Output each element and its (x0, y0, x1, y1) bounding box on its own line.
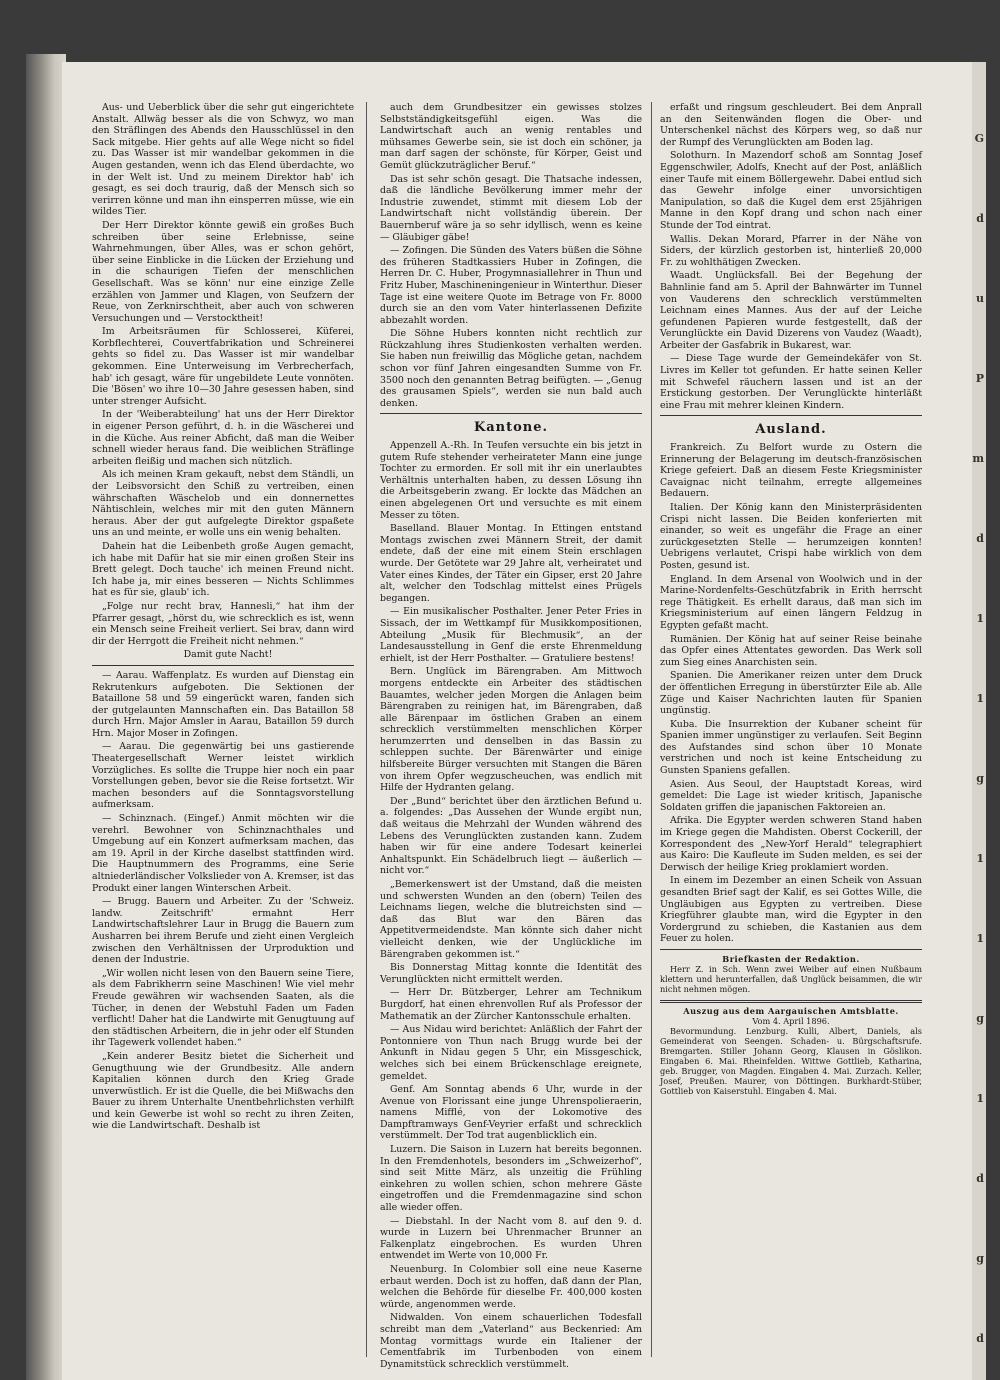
edge-letter: 1 (976, 692, 984, 705)
adjacent-page-edge (972, 62, 986, 1380)
divider (92, 665, 354, 666)
edge-letter: 1 (976, 1092, 984, 1105)
paragraph: Als ich meinen Kram gekauft, nebst dem Ständli, un der Leibsvorsicht den Schiß zu vertreiben, einen währschaften Wäschelob und ein donnernettes Nähtischlein, welches mir mit den guten Männern heraus. Aber der gut aufgelegte Direktor gspaßete uns an und meinte, er wolle uns ein wenig behalten. (92, 469, 354, 539)
column-rule (651, 102, 652, 1357)
paragraph: erfaßt und ringsum geschleudert. Bei dem Anprall an den Seitenwänden flogen die Ober- und Unterschenkel nächst des Körpers weg, so daß nur der Rumpf des Verunglückten am Boden lag. (660, 102, 922, 148)
news-item: — Brugg. Bauern und Arbeiter. Zu der 'Schweiz. landw. Zeitschrift' ermahnt Herr Landwirtschaftslehrer Laur in Brugg die Bauern zum Ausharren bei ihrem Berufe und zieht einen Vergleich zwischen den Verhältnissen der Urproduktion und denen der Industrie. (92, 896, 354, 966)
news-item: Wallis. Dekan Morard, Pfarrer in der Nähe von Siders, der kürzlich gestorben ist, hinterließ 20,000 Fr. zu wohlthätigen Zwecken. (660, 233, 922, 268)
paragraph: Dahein hat die Leibenbeth große Augen gemacht, ich habe mit Dafür hat sie mir einen großen Steir ins Brett gelegt. Doch tauche' ich meinen Freund nicht. Ich habe ja, mir eines besseren — Nichts Schlimmes hat es für sie, glaub' ich. (92, 540, 354, 599)
news-item: Italien. Der König kann den Ministerpräsidenten Crispi nicht lassen. Die Beiden konferierten mit einander, so weit es ungefähr die Frage an einer zurückgesetzten Stelle — herumzeigen konnten! Uebrigens verlautet, Crispi habe wirklich von dem Posten, gesund ist. (660, 502, 922, 571)
news-item: Solothurn. In Mazendorf schoß am Sonntag Josef Eggenschwiler, Adolfs, Knecht auf der Post, anläßlich einer Taufe mit einem Böllergewehr. Dabei entlud sich das Gewehr infolge einer unvorsichtigen Manipulation, so daß die Kugel dem erst 25jährigen Manne in den Kopf drang und schon nach einer Stunde der Tod eintrat. (660, 150, 922, 231)
news-item: „Bemerkenswert ist der Umstand, daß die meisten und schwersten Wunden an den (obern) Teilen des Leichnams liegen, welche die blutreichsten sind — daß das Blut war den Bären das Appetitvermeidendste. Man könnte sich daher nicht vielleicht denken, wie der Unglückliche im Bärengraben gekommen ist.“ (380, 879, 642, 960)
news-item: Neuenburg. In Colombier soll eine neue Kaserne erbaut werden. Doch ist zu hoffen, daß dann der Plan, welchen die Behörde für dieselbe Fr. 400,000 kosten würde, angenommen werde. (380, 1264, 642, 1310)
amtsblatt-date: Vom 4. April 1896. (752, 1015, 830, 1026)
news-item: Asien. Aus Seoul, der Hauptstadt Koreas, wird gemeldet: Die Lage ist wieder kritisch, Japanische Soldaten griffen die japanischen Faktoreien an. (660, 778, 922, 813)
news-item: „Kein anderer Besitz bietet die Sicherheit und Genugthuung wie der Grundbesitz. Alle andern Kapitalien können durch den Krieg Grade unverwüstlich. Er ist die Quelle, die bei Mißwachs den Bauer zu ihrem Unterhalte Unentbehrlichsten verhilft und kein Gewerbe ist wohl so recht zu ihren Zeiten, wie die Landwirtschaft. Deshalb ist (92, 1050, 354, 1132)
briefkasten-title: Briefkasten der Redaktion. (722, 953, 860, 964)
edge-letter: G (974, 132, 984, 145)
edge-letter: d (976, 1332, 984, 1345)
edge-letter: g (976, 772, 984, 785)
news-item: In einem im Dezember an einen Scheik von Assuan gesandten Brief sagt der Kalif, es sei Gottes Wille, die Ungläubigen aus Egypten zu vertreiben. Diese Kriegführer glaubte man, wird die Egypter in den Vordergrund zu schieben, die Kastanien aus dem Feuer zu holen. (660, 875, 922, 945)
edge-letter: u (976, 292, 984, 305)
paragraph: Das ist sehr schön gesagt. Die Thatsache indessen, daß die ländliche Bevölkerung immer mehr der Industrie zuwendet, stimmt mit diesem Lob der Landwirtschaft nicht vollständig überein. Der Bauernberuf wäre ja so sehr idyllisch, wenn es keine — Gläubiger gäbe! (380, 173, 642, 243)
news-item: Spanien. Die Amerikaner reizen unter dem Druck der öffentlichen Erregung in überstürzter Eile ab. Alle Züge und Kaiser Nachrichten lauten für Spanien ungünstig. (660, 670, 922, 717)
news-item: — Ein musikalischer Posthalter. Jener Peter Fries in Sissach, der im Wettkampf für Musikkompositionen, Abteilung „Musik für Blechmusik“, an der Landesausstellung in Genf die erste Ehrenmeldung erhielt, ist der Herr Posthalter. — Gratuliere bestens! (380, 606, 642, 664)
news-item: „Wir wollen nicht lesen von den Bauern seine Tiere, als dem Fabrikherrn seine Maschinen! Wie viel mehr Freude gewähren wir wachsenden Saaten, als die Tücher, in denen der Webstuhl Faden um Faden verflicht! Daher hat die Landwirte mit Genugtuung auf den städtischen Arbeitern, die in jehr oder elf Stunden ihr Tagewerk vollendet haben.“ (92, 967, 354, 1049)
double-rule (660, 1000, 922, 1003)
news-item: — Aus Nidau wird berichtet: Anläßlich der Fahrt der Pontonniere von Thun nach Brugg wurde bei der Ankunft in Nidau gegen 5 Uhr, ein Missgeschick, welches sich bei einem Brückenschlage ereignete, gemeldet. (380, 1024, 642, 1082)
news-item: — Aarau. Die gegenwärtig bei uns gastierende Theatergesellschaft Werner leistet wirklich Vorzügliches. Es sollte die Truppe hier noch ein paar Vorstellungen geben, bevor sie die Reise fortsetzt. Wir machen besonders auf die Sonntagsvorstellung aufmerksam. (92, 741, 354, 811)
edge-letter: g (976, 1252, 984, 1265)
news-item: Frankreich. Zu Belfort wurde zu Ostern die Erinnerung der Belagerung im deutsch-französischen Kriege gefeiert. Daß an diesem Feste Kriegsminister Cavaignac nicht teilnahm, erregte allgemeines Bedauern. (660, 442, 922, 500)
paragraph: Aus- und Ueberblick über die sehr gut eingerichtete Anstalt. Allwäg besser als die von Schwyz, wo man den Sträflingen des Abends den Hausschlüssel in den Sack mitgebe. Hier gehts auf alle Wege nicht so fidel zu. Das Wasser ist mir wandelbar gekommen in die Augen gestanden, wenn ich das Elend überdachte, wo in der Welt ist. Und zu meinem Direktor hab' ich gesagt, es sei doch traurig, daß der Mensch sich so verirren könne und man ihn einsperren müsse, wie ein wildes Tier. (92, 102, 354, 218)
closing-line: Damit gute Nacht! (183, 649, 273, 661)
column-3 (660, 102, 922, 1098)
paragraph: auch dem Grundbesitzer ein gewisses stolzes Selbstständigkeitsgefühl eigen. Was die Landwirtschaft auch an wenig rentables und mühsames Gewerbe sein, sie ist doch ein schöner, ja man darf sagen der schönste, für Körper, Geist und Gemüt glückzuträglicher Beruf.“ (380, 102, 642, 171)
section-heading-kantone: Kantone. (473, 420, 549, 436)
divider (660, 415, 922, 416)
paragraph: Die Söhne Hubers konnten nicht rechtlich zur Rückzahlung ihres Studienkosten verhalten werden. Sie haben nun freiwillig das Mögliche getan, nachdem schon vor fünf Jahren eingesandten Summe von Fr. 3500 noch den genannten Betrag beifügten. — „Genug des grausamen Spiels“, werden sie nun bald auch denken. (380, 328, 642, 409)
newspaper-page (62, 62, 986, 1380)
edge-letter: 1 (976, 932, 984, 945)
book-spine (26, 54, 66, 1380)
news-item: Der „Bund“ berichtet über den ärztlichen Befund u. a. folgendes: „Das Aussehen der Wunde ergibt nun, daß weitaus die Mehrzahl der Wunden während des Lebens des Verunglückten zustanden kann. Zudem haben wir für eine andere Todesart keinerlei Anhaltspunkt. Ein Schädelbruch liegt — äußerlich — nicht vor.“ (380, 795, 642, 877)
news-item: England. In dem Arsenal von Woolwich und in der Marine-Nordenfelts-Geschützfabrik in Erith herrscht rege Thätigkeit. Es erhellt daraus, daß man sich im Kriegsministerium auf einen längern Feldzug in Egypten gefaßt macht. (660, 573, 922, 631)
edge-letter: d (976, 1172, 984, 1185)
news-item: Baselland. Blauer Montag. In Ettingen entstand Montags zwischen zwei Männern Streit, der damit endete, daß der eine mit einem Stein erschlagen wurde. Der Getötete war 29 Jahre alt, verheiratet und Vater eines Kindes, der Täter ein Gipser, erst 20 Jahre alt, welcher den Todschlag mittelst eines Prügels begangen. (380, 523, 642, 604)
edge-letter: d (976, 212, 984, 225)
news-item: — Herr Dr. Bützberger, Lehrer am Technikum Burgdorf, hat einen ehrenvollen Ruf als Professor der Mathematik an der Zürcher Kantonsschule erhalten. (380, 987, 642, 1022)
paragraph: Im Arbeitsräumen für Schlosserei, Küferei, Korbflechterei, Couvertfabrikation und Schreinerei gehts so fidel zu. Das Wasser ist mir wandelbar gekommen. Eine Unterweisung im Verbrecherfach, hab' ich gesagt, wäre für ungebildete Leute vonnöten. Die 'Bösen' wo ihre 10—30 Jahre gesessen haben, sind unter strenger Aufsicht. (92, 326, 354, 407)
briefkasten-text: Herr Z. in Sch. Wenn zwei Weiber auf einen Nußbaum klettern und herunterfallen, daß Unglück beisammen, die wir nicht nehmen mögen. (660, 963, 922, 994)
paragraph: Der Herr Direktor könnte gewiß ein großes Buch schreiben über seine Erlebnisse, seine Wahrnehmungen, über Alles, was er schon gehört, über seine Einblicke in die Lücken der Erziehung und in die schaurigen Tiefen der menschlichen Gesellschaft. Was se könn' nur eine einzige Zelle erzählen von Jammer und Klagen, von Seufzern der Reue, von Zerknirschtheit, aber auch von schweren Versuchungen und — Verstocktheit! (92, 219, 354, 324)
news-item: Waadt. Unglücksfall. Bei der Begehung der Bahnlinie fand am 5. April der Bahnwärter im Tunnel von Vauderens den schrecklich verstümmelten Leichnam eines Mannes. Aus der auf der Leiche gefundenen Papieren wurde festgestellt, daß der Verunglückte ein David Dizerens von Vaudez (Waadt), Arbeiter der Gasfabrik in Bukarest, war. (660, 270, 922, 351)
divider (660, 949, 922, 950)
amtsblatt-text: Bevormundung. Lenzburg. Kulli, Albert, Daniels, als Gemeinderat von Seengen. Schaden- u. Bürgschaftsrufe. Bremgarten. Stiller Johann Georg, Klausen in Göslikon. Eingaben 6. Mai. Rheinfelden. Wittwe Gottlieb, Katharina, geb. Brugger, von Magden. Eingaben 4. Mai. Zurzach. Keller, Josef, Preußen. Maurer, von Döttingen. Burkhardt-Stüber, Gottlieb von Kaiserstuhl. Eingaben 4. Mai. (660, 1025, 922, 1096)
section-heading-ausland: Ausland. (755, 422, 827, 438)
column-1 (92, 102, 354, 1134)
paragraph: — Zofingen. Die Sünden des Vaters büßen die Söhne des früheren Stadtkassiers Huber in Zofingen, die Herren Dr. C. Huber, Progymnasiallehrer in Thun und Fritz Huber, Maschineningenieur in Winterthur. Dieser Tage ist eine weitere Quote im Betrage von Fr. 8000 durch sie an den vom Vater hinterlassenen Defizite abbezahlt worden. (380, 245, 642, 326)
column-2 (380, 102, 642, 1372)
divider (380, 413, 642, 414)
amtsblatt-title: Auszug aus dem Aargauischen Amtsblatte. (683, 1005, 899, 1016)
news-item: — Diebstahl. In der Nacht vom 8. auf den 9. d. wurde in Luzern bei Uhrenmacher Brunner an Falkenplatz eingebrochen. Es wurden Uhren entwendet im Werte von 10,000 Fr. (380, 1215, 642, 1262)
edge-letter: 1 (976, 612, 984, 625)
news-item: Kuba. Die Insurrektion der Kubaner scheint für Spanien immer ungünstiger zu verlaufen. Seit Beginn des Aufstandes sind schon über 10 Monate verstrichen und noch ist keine Entscheidung zu Gunsten Spaniens gefallen. (660, 718, 922, 777)
paragraph: „Folge nur recht brav, Hannesli,“ hat ihm der Pfarrer gesagt, „hörst du, wie schrecklich es ist, wenn ein Mensch seine Freiheit verliert. Sei brav, dann wird dir der Herrgott die Freiheit nicht nehmen.“ (92, 600, 354, 647)
edge-letter: 1 (976, 852, 984, 865)
edge-letter: g (976, 1012, 984, 1025)
news-item: Afrika. Die Egypter werden schweren Stand haben im Kriege gegen die Mahdisten. Oberst Cockerill, der Korrespondent des „New-Yorf Herald“ telegraphiert aus Kairo: Die Kaufleute im Suden melden, es sei der Derwisch der heilige Krieg proklamiert worden. (660, 815, 922, 873)
news-item: Rumänien. Der König hat auf seiner Reise beinahe das Opfer eines Attentates geworden. Das Werk soll zum Sieg eines Anarchisten sein. (660, 633, 922, 668)
edge-letter: d (976, 532, 984, 545)
edge-letter: P (975, 372, 984, 385)
news-item: — Diese Tage wurde der Gemeindekäfer von St. Livres im Keller tot gefunden. Er hatte seinen Keller mit Schwefel räuchern lassen und ist an der Erstickung gestorben. Der Verunglückte hinterläßt eine Frau mit mehrer kleinen Kindern. (660, 353, 922, 411)
news-item: Bern. Unglück im Bärengraben. Am Mittwoch morgens entdeckte ein Arbeiter des städtischen Bauamtes, welcher jeden Morgen die Anlagen beim Bärengraben zu reinigen hat, im Bärengraben, daß alle Bärenpaar im östlichen Graben an einem schrecklich verstümmelten menschlichen Körper herumzerrten und denselben in das Bassin zu schleppen suchte. Der Bärenwärter und einige hilfsbereite Bürger versuchten mit Stangen die Bären von ihrem Opfer wegzuscheuchen, was endlich mit Hilfe der Hydranten gelang. (380, 666, 642, 794)
paragraph: In der 'Weiberabteilung' hat uns der Herr Direktor in eigener Person geführt, d. h. in die Wäscherei und in die Küche. Aus reiner Abficht, daß man die Weiber schnell wieder heraus fand. Die weiblichen Sträflinge arbeiten fleißig und machen sich nützlich. (92, 409, 354, 467)
news-item: Nidwalden. Von einem schauerlichen Todesfall schreibt man dem „Vaterland“ aus Beckenried: Am Montag vormittags wurde ein Italiener der Cementfabrik im Turbenboden von einem Dynamitstück schrecklich verstümmelt. (380, 1312, 642, 1370)
edge-letter: m (972, 452, 984, 465)
news-item: — Aarau. Waffenplatz. Es wurden auf Dienstag ein Rekrutenkurs aufgeboten. Die Sektionen der Bataillone 58 und 59 eingerückt waren, fanden sich der gutgelaunten Mannschaften ein. Das Bataillon 58 durch Hrn. Major Amsler in Aarau, Bataillon 59 durch Hrn. Major Moser in Zofingen. (92, 669, 354, 739)
news-item: Luzern. Die Saison in Luzern hat bereits begonnen. In den Fremdenhotels, besonders im „Schweizerhof“, sind seit Mitte März, als unzeitig die Frühling einkehren zu wollen schien, schon mehrere Gäste eingetroffen und die Fremdenmagazine sind schon alle wieder offen. (380, 1144, 642, 1214)
news-item: Appenzell A.-Rh. In Teufen versuchte ein bis jetzt in gutem Rufe stehender verheirateter Mann eine junge Tochter zu ermorden. Er soll mit ihr ein unerlaubtes Verhältnis unterhalten haben, zu dessen Lösung ihn die Arbeitsgeberin zwang. Er lockte das Mädchen an einen abgelegenen Ort und versuchte es mit einem Messer zu töten. (380, 440, 642, 521)
news-item: — Schinznach. (Eingef.) Anmit möchten wir die verehrl. Bewohner von Schinznachthales und Umgebung auf ein Konzert aufmerksam machen, das am 19. April in der Kirche daselbst stattfinden wird. Die Hauptnummern des Programms, eine Serie altniederländischer Volkslieder von A. Kremser, ist das Produkt einer langen Winterschen Arbeit. (92, 813, 354, 894)
column-rule (366, 102, 367, 1357)
news-item: Bis Donnerstag Mittag konnte die Identität des Verunglückten nicht ermittelt werden. (380, 962, 642, 985)
news-item: Genf. Am Sonntag abends 6 Uhr, wurde in der Avenue von Florissant eine junge Uhrenspolieraerin, namens Mifflé, von der Lokomotive des Dampftramways Genf-Veyrier erfaßt und schrecklich verstümmelt. Der Tod trat augenblicklich ein. (380, 1084, 642, 1142)
